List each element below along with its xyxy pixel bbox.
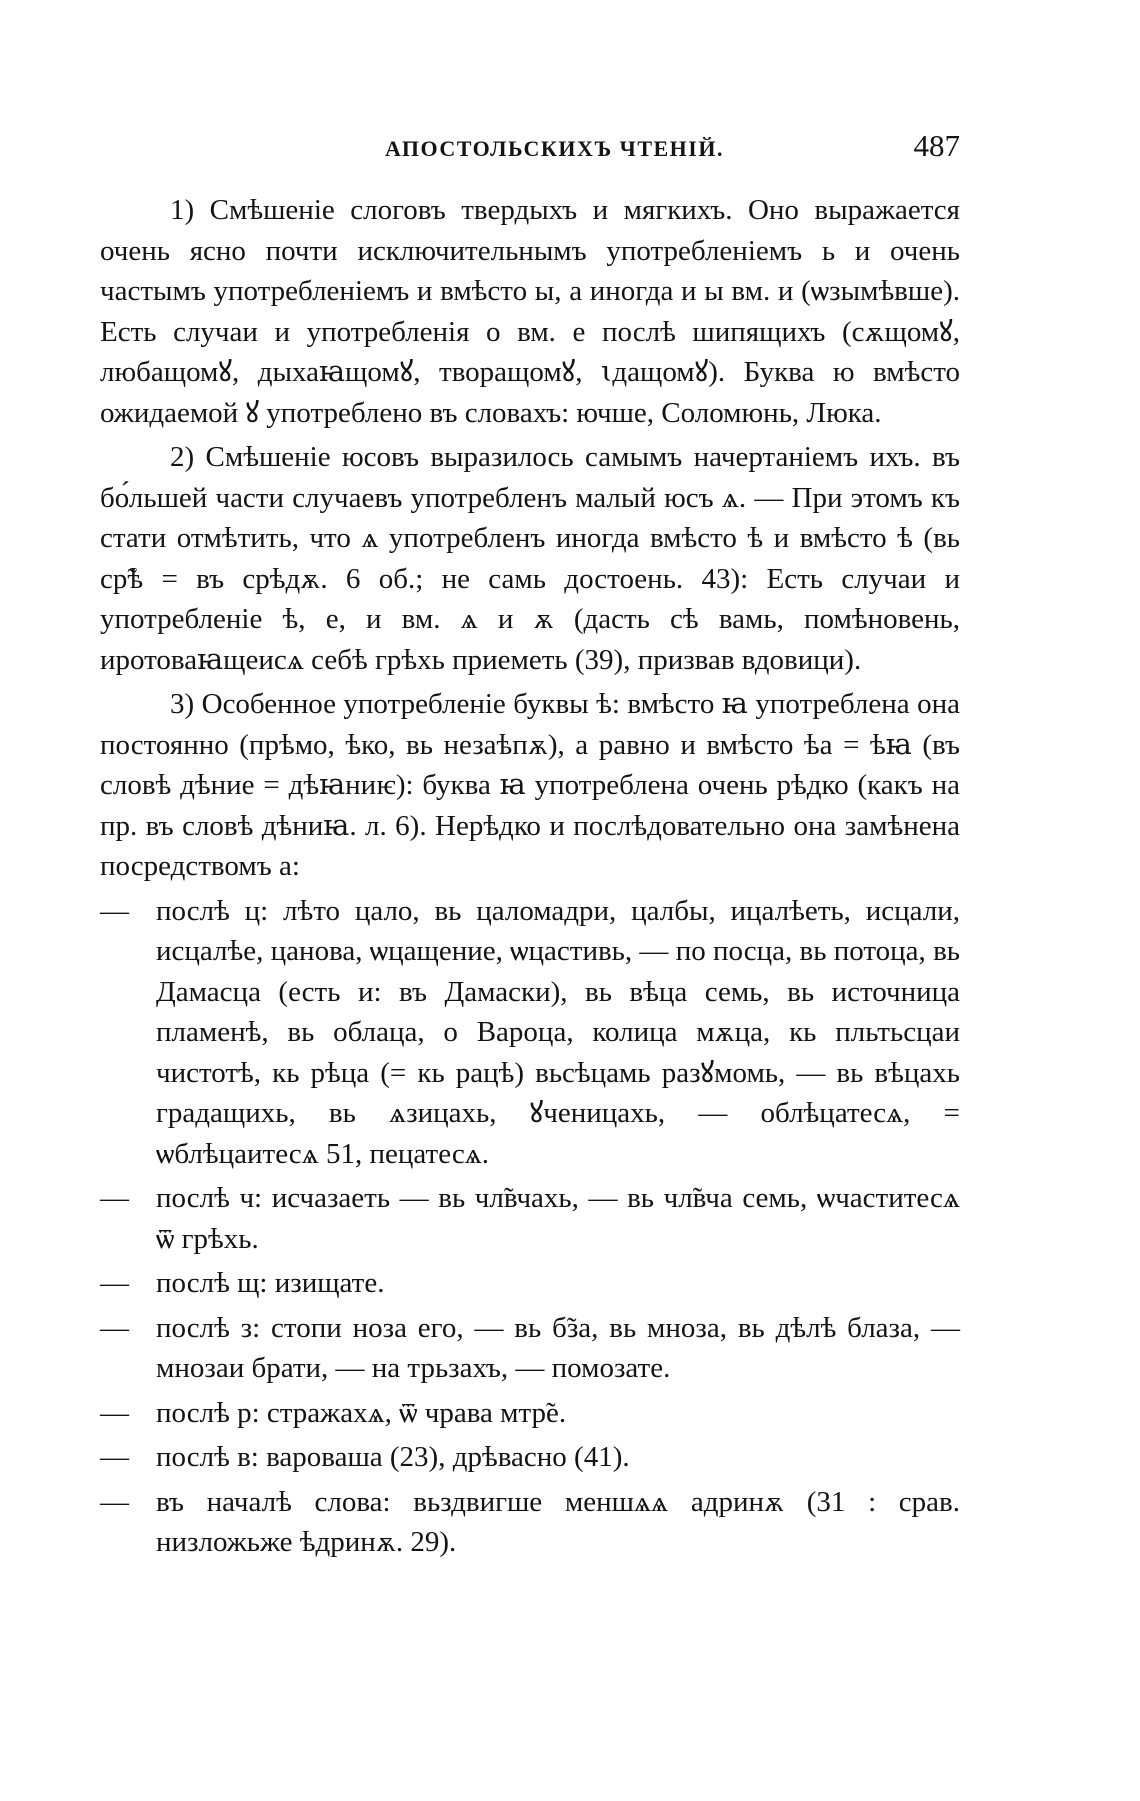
dash-mark: — <box>100 1441 129 1473</box>
list-item <box>100 1393 960 1434</box>
page-header <box>100 128 960 172</box>
page-number: 487 <box>913 128 960 163</box>
list-item-text: послѣ ц: лѣто цало, вь цаломадри, цалбы, ицалѣеть, исцали, исцалѣе, цанова, ѡцащение, ѡцастивь, — по посца, вь потоца, вь Дамасца (есть и: въ Дамаски), вь вѣца семь, вь источница пламенѣ, вь облаца, о Вароца, колица мѫца, кь пльтьсцаи чистотѣ, кь рѣца (= кь рацѣ) вьсѣцамь разꙋмомь, — вь вѣцахь градащихь, вь ѧзицахь, ꙋченицахь, — облѣцатесѧ, = ѡблѣцаитесѧ 51, пецатесѧ. <box>156 894 960 1170</box>
list-item <box>100 1308 960 1389</box>
paragraph-1: 1) Смѣшеніе слоговъ твердыхъ и мягкихъ. Оно выражается очень ясно почти исключительнымъ употребленіемъ ь и очень частымъ употребленіемъ и вмѣсто ы, а иногда и ы вм. и (ѡзымѣвше). Есть случаи и употребленія о вм. е послѣ шипящихъ (сѫщомꙋ, любащомꙋ, дыхаꙗщомꙋ, творащомꙋ, ꙇдащомꙋ). Буква ю вмѣсто ожидаемой ꙋ употреблено въ словахъ: ючше, Соломюнь, Люка. <box>100 194 960 429</box>
body-text <box>100 190 960 1567</box>
dash-list <box>100 891 960 1563</box>
list-item <box>100 1437 960 1478</box>
paragraph-3: 3) Особенное употребленіе буквы ѣ: вмѣсто ꙗ употреблена она постоянно (прѣмо, ѣко, вь незаѣпѫ), а равно и вмѣсто ѣа = ѣꙗ (въ словѣ дѣние = дѣꙗниѥ): буква ꙗ употреблена очень рѣдко (какъ на пр. въ словѣ дѣниꙗ. л. 6). Нерѣдко и послѣдовательно она замѣнена посредствомъ а: <box>100 688 960 882</box>
list-item <box>100 1263 960 1304</box>
dash-mark: — <box>100 1396 129 1429</box>
dash-mark: — <box>100 1182 129 1214</box>
list-item <box>100 1482 960 1563</box>
list-item-text: послѣ р: стражахѧ, ѿ чрава мтр̃е. <box>156 1396 567 1429</box>
list-item-text: въ началѣ слова: вьздвигше меншѧѧ адринѫ (31 : срав. низложьже ѣдринѫ. 29). <box>156 1485 960 1558</box>
list-item-text: послѣ щ: изищате. <box>156 1267 385 1299</box>
list-item <box>100 1178 960 1259</box>
dash-mark: — <box>100 1311 129 1344</box>
dash-mark: — <box>100 1485 129 1518</box>
paragraph-2: 2) Смѣшеніе юсовъ выразилось самымъ начертаніемъ ихъ. въ бо́льшей части случаевъ употребленъ малый юсъ ѧ. — При этомъ къ стати отмѣтить, что ѧ употребленъ иногда вмѣсто ѣ и вмѣсто ѣ (вь ср̃ѣ = въ срѣдѫ. 6 об.; не самь достоень. 43): Есть случаи и употребленіе ѣ, е, и вм. ѧ и ѫ (дасть сѣ вамь, помѣновень, иротоваꙗщеисѧ себѣ грѣхь приеметь (39), призвав вдовици). <box>100 441 960 676</box>
list-item <box>100 891 960 1175</box>
dash-mark: — <box>100 894 129 927</box>
list-item-text: послѣ в: вароваша (23), дрѣвасно (41). <box>156 1441 630 1473</box>
dash-mark: — <box>100 1267 129 1299</box>
list-item-text: послѣ з: стопи ноза его, — вь б̃за, вь мноза, вь дѣлѣ блаза, — мнозаи брати, — на трьзахъ, — помозате. <box>156 1311 960 1384</box>
running-title: АПОСТОЛЬСКИХЪ ЧТЕНІЙ. <box>385 136 724 161</box>
list-item-text: послѣ ч: исчазаеть — вь чл̃вчахь, — вь чл̃вча семь, ѡчаститесѧ ѿ грѣхь. <box>156 1182 960 1255</box>
